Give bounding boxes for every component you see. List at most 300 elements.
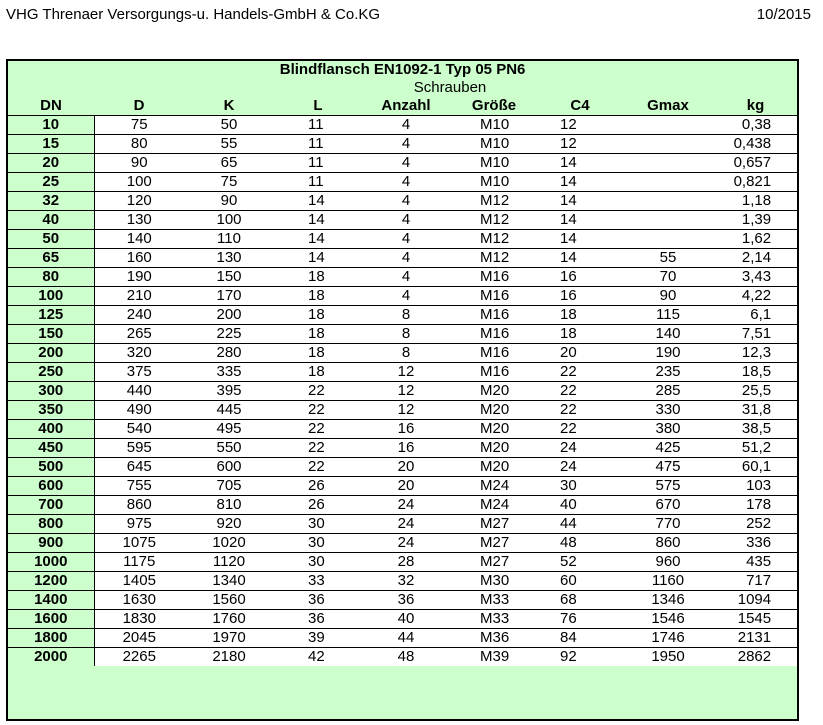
table-row [8,363,797,382]
cell-gmax: 190 [622,344,714,363]
cell-dn: 700 [8,496,94,515]
cell-gmax: 960 [622,553,714,572]
cell-kg: 1,62 [714,230,797,249]
cell-c4: 24 [538,439,622,458]
cell-groesse: M10 [450,173,538,192]
cell-l: 14 [274,211,362,230]
cell-d: 80 [94,135,184,154]
company-name: VHG Threnaer Versorgungs-u. Handels-GmbH & Co.KG [6,6,381,23]
cell-gmax: 1346 [622,591,714,610]
table-row [8,382,797,401]
cell-gmax: 770 [622,515,714,534]
cell-k: 1560 [184,591,274,610]
cell-anzahl: 16 [362,439,450,458]
cell-d: 160 [94,249,184,268]
cell-k: 600 [184,458,274,477]
cell-k: 225 [184,325,274,344]
cell-l: 42 [274,648,362,667]
cell-d: 1630 [94,591,184,610]
bolts-group-label: Schrauben [413,79,487,96]
cell-l: 22 [274,382,362,401]
cell-anzahl: 16 [362,420,450,439]
cell-anzahl: 24 [362,534,450,553]
cell-d: 130 [94,211,184,230]
table-row [8,192,797,211]
cell-k: 550 [184,439,274,458]
cell-kg: 38,5 [714,420,797,439]
cell-l: 18 [274,268,362,287]
cell-anzahl: 4 [362,230,450,249]
cell-c4: 18 [538,325,622,344]
column-header-groesse: Größe [471,97,517,114]
cell-gmax: 670 [622,496,714,515]
cell-gmax: 70 [622,268,714,287]
cell-c4: 76 [538,610,622,629]
cell-anzahl: 4 [362,268,450,287]
cell-dn: 20 [8,154,94,173]
cell-groesse: M20 [450,439,538,458]
table-row [8,591,797,610]
cell-c4: 12 [538,116,622,135]
cell-anzahl: 4 [362,135,450,154]
cell-k: 1970 [184,629,274,648]
cell-gmax: 1950 [622,648,714,667]
cell-d: 265 [94,325,184,344]
cell-dn: 200 [8,344,94,363]
table-row [8,135,797,154]
cell-k: 495 [184,420,274,439]
cell-d: 190 [94,268,184,287]
table-row [8,629,797,648]
column-header-l: L [313,97,323,114]
cell-gmax [622,135,714,154]
cell-l: 14 [274,230,362,249]
cell-groesse: M20 [450,458,538,477]
column-header-d: D [133,97,145,114]
cell-k: 1120 [184,553,274,572]
cell-dn: 400 [8,420,94,439]
cell-anzahl: 4 [362,287,450,306]
cell-c4: 12 [538,135,622,154]
cell-dn: 150 [8,325,94,344]
cell-c4: 52 [538,553,622,572]
cell-d: 1175 [94,553,184,572]
cell-d: 210 [94,287,184,306]
cell-dn: 10 [8,116,94,135]
cell-gmax [622,154,714,173]
cell-dn: 250 [8,363,94,382]
table-title: Blindflansch EN1092-1 Typ 05 PN6 [279,61,526,78]
cell-anzahl: 12 [362,382,450,401]
cell-kg: 31,8 [714,401,797,420]
cell-anzahl: 24 [362,496,450,515]
column-header-dn: DN [40,97,62,114]
document-date: 10/2015 [756,6,811,23]
cell-gmax: 330 [622,401,714,420]
cell-kg: 0,821 [714,173,797,192]
column-header-row [8,97,797,116]
cell-gmax: 475 [622,458,714,477]
column-header-c4: C4 [570,97,590,114]
cell-c4: 14 [538,211,622,230]
cell-dn: 125 [8,306,94,325]
cell-gmax: 55 [622,249,714,268]
cell-groesse: M27 [450,534,538,553]
cell-dn: 600 [8,477,94,496]
table-row [8,325,797,344]
cell-gmax: 575 [622,477,714,496]
cell-k: 65 [184,154,274,173]
cell-gmax [622,116,714,135]
cell-c4: 44 [538,515,622,534]
cell-gmax: 90 [622,287,714,306]
cell-k: 395 [184,382,274,401]
cell-l: 30 [274,534,362,553]
cell-groesse: M24 [450,496,538,515]
cell-dn: 450 [8,439,94,458]
cell-kg: 0,438 [714,135,797,154]
table-row [8,211,797,230]
cell-c4: 30 [538,477,622,496]
cell-c4: 14 [538,249,622,268]
cell-l: 22 [274,458,362,477]
cell-l: 22 [274,420,362,439]
cell-groesse: M16 [450,325,538,344]
cell-anzahl: 8 [362,306,450,325]
cell-dn: 100 [8,287,94,306]
cell-l: 18 [274,287,362,306]
table-row [8,306,797,325]
cell-groesse: M16 [450,268,538,287]
cell-k: 55 [184,135,274,154]
cell-c4: 16 [538,287,622,306]
cell-dn: 50 [8,230,94,249]
cell-k: 1760 [184,610,274,629]
cell-groesse: M16 [450,344,538,363]
cell-dn: 40 [8,211,94,230]
cell-dn: 1600 [8,610,94,629]
cell-anzahl: 8 [362,344,450,363]
cell-groesse: M36 [450,629,538,648]
table-row [8,401,797,420]
cell-d: 595 [94,439,184,458]
cell-k: 705 [184,477,274,496]
cell-groesse: M20 [450,382,538,401]
cell-l: 11 [274,135,362,154]
cell-c4: 20 [538,344,622,363]
table-row [8,249,797,268]
cell-c4: 48 [538,534,622,553]
cell-gmax: 380 [622,420,714,439]
cell-dn: 32 [8,192,94,211]
cell-kg: 1,39 [714,211,797,230]
cell-groesse: M27 [450,553,538,572]
cell-groesse: M12 [450,230,538,249]
cell-anzahl: 12 [362,401,450,420]
cell-anzahl: 32 [362,572,450,591]
cell-anzahl: 28 [362,553,450,572]
cell-kg: 12,3 [714,344,797,363]
cell-dn: 800 [8,515,94,534]
cell-c4: 68 [538,591,622,610]
cell-l: 14 [274,249,362,268]
cell-l: 36 [274,610,362,629]
cell-anzahl: 4 [362,154,450,173]
cell-dn: 1800 [8,629,94,648]
cell-d: 240 [94,306,184,325]
cell-k: 75 [184,173,274,192]
cell-d: 645 [94,458,184,477]
cell-kg: 4,22 [714,287,797,306]
cell-c4: 84 [538,629,622,648]
cell-k: 920 [184,515,274,534]
cell-dn: 80 [8,268,94,287]
cell-groesse: M12 [450,249,538,268]
cell-d: 1405 [94,572,184,591]
cell-d: 100 [94,173,184,192]
cell-c4: 18 [538,306,622,325]
table-row [8,534,797,553]
cell-dn: 15 [8,135,94,154]
cell-kg: 103 [714,477,797,496]
table-row [8,439,797,458]
cell-gmax [622,211,714,230]
cell-k: 1020 [184,534,274,553]
cell-l: 18 [274,306,362,325]
table-row [8,287,797,306]
cell-dn: 2000 [8,648,94,667]
cell-l: 30 [274,553,362,572]
cell-d: 1830 [94,610,184,629]
cell-d: 440 [94,382,184,401]
cell-anzahl: 44 [362,629,450,648]
cell-kg: 1,18 [714,192,797,211]
cell-d: 140 [94,230,184,249]
cell-d: 75 [94,116,184,135]
cell-d: 975 [94,515,184,534]
cell-c4: 16 [538,268,622,287]
cell-c4: 22 [538,420,622,439]
table-body [8,116,797,667]
cell-anzahl: 8 [362,325,450,344]
cell-anzahl: 4 [362,173,450,192]
cell-d: 120 [94,192,184,211]
cell-d: 755 [94,477,184,496]
cell-d: 320 [94,344,184,363]
cell-groesse: M20 [450,420,538,439]
cell-kg: 6,1 [714,306,797,325]
cell-l: 11 [274,116,362,135]
cell-d: 2045 [94,629,184,648]
cell-c4: 24 [538,458,622,477]
cell-groesse: M27 [450,515,538,534]
cell-gmax [622,230,714,249]
cell-d: 490 [94,401,184,420]
cell-gmax: 115 [622,306,714,325]
cell-kg: 3,43 [714,268,797,287]
cell-groesse: M10 [450,135,538,154]
cell-c4: 60 [538,572,622,591]
cell-groesse: M33 [450,610,538,629]
column-header-kg: kg [746,97,765,114]
cell-l: 39 [274,629,362,648]
cell-groesse: M16 [450,363,538,382]
cell-c4: 40 [538,496,622,515]
cell-k: 445 [184,401,274,420]
cell-groesse: M39 [450,648,538,667]
cell-k: 280 [184,344,274,363]
cell-c4: 22 [538,363,622,382]
cell-kg: 1094 [714,591,797,610]
cell-k: 200 [184,306,274,325]
table-row [8,420,797,439]
cell-kg: 0,38 [714,116,797,135]
cell-l: 26 [274,496,362,515]
cell-anzahl: 4 [362,192,450,211]
cell-kg: 2862 [714,648,797,667]
cell-anzahl: 36 [362,591,450,610]
cell-dn: 500 [8,458,94,477]
cell-gmax [622,192,714,211]
cell-kg: 336 [714,534,797,553]
cell-anzahl: 4 [362,116,450,135]
cell-k: 335 [184,363,274,382]
cell-k: 2180 [184,648,274,667]
table-row [8,477,797,496]
cell-groesse: M12 [450,211,538,230]
cell-gmax: 860 [622,534,714,553]
cell-anzahl: 40 [362,610,450,629]
cell-dn: 300 [8,382,94,401]
column-header-gmax: Gmax [647,97,689,114]
cell-kg: 435 [714,553,797,572]
cell-c4: 22 [538,382,622,401]
cell-l: 18 [274,325,362,344]
cell-l: 30 [274,515,362,534]
cell-d: 375 [94,363,184,382]
cell-anzahl: 4 [362,249,450,268]
cell-anzahl: 4 [362,211,450,230]
table-row [8,116,797,135]
cell-kg: 7,51 [714,325,797,344]
cell-anzahl: 48 [362,648,450,667]
table-row [8,230,797,249]
cell-k: 150 [184,268,274,287]
cell-k: 100 [184,211,274,230]
cell-d: 90 [94,154,184,173]
cell-kg: 60,1 [714,458,797,477]
cell-gmax [622,173,714,192]
cell-gmax: 235 [622,363,714,382]
table-row [8,515,797,534]
cell-dn: 1200 [8,572,94,591]
cell-k: 110 [184,230,274,249]
cell-dn: 1400 [8,591,94,610]
cell-c4: 92 [538,648,622,667]
cell-l: 22 [274,401,362,420]
cell-kg: 717 [714,572,797,591]
cell-anzahl: 24 [362,515,450,534]
cell-groesse: M12 [450,192,538,211]
cell-l: 14 [274,192,362,211]
cell-c4: 14 [538,192,622,211]
table-row [8,154,797,173]
cell-dn: 1000 [8,553,94,572]
cell-d: 540 [94,420,184,439]
table-row [8,496,797,515]
cell-dn: 900 [8,534,94,553]
cell-c4: 22 [538,401,622,420]
cell-kg: 252 [714,515,797,534]
cell-l: 22 [274,439,362,458]
cell-groesse: M24 [450,477,538,496]
cell-groesse: M16 [450,306,538,325]
cell-groesse: M10 [450,154,538,173]
column-header-k: K [223,97,235,114]
cell-k: 1340 [184,572,274,591]
cell-c4: 14 [538,154,622,173]
cell-l: 11 [274,173,362,192]
cell-l: 33 [274,572,362,591]
table-row [8,610,797,629]
table-row [8,572,797,591]
cell-k: 810 [184,496,274,515]
cell-kg: 178 [714,496,797,515]
table-row [8,458,797,477]
cell-kg: 0,657 [714,154,797,173]
cell-kg: 18,5 [714,363,797,382]
cell-k: 50 [184,116,274,135]
cell-d: 1075 [94,534,184,553]
cell-k: 170 [184,287,274,306]
column-header-anzahl: Anzahl [381,97,431,114]
cell-kg: 1545 [714,610,797,629]
cell-gmax: 285 [622,382,714,401]
cell-l: 11 [274,154,362,173]
cell-kg: 2131 [714,629,797,648]
cell-groesse: M20 [450,401,538,420]
cell-c4: 14 [538,173,622,192]
cell-groesse: M30 [450,572,538,591]
cell-groesse: M10 [450,116,538,135]
cell-groesse: M33 [450,591,538,610]
cell-dn: 25 [8,173,94,192]
cell-k: 90 [184,192,274,211]
cell-l: 26 [274,477,362,496]
cell-l: 36 [274,591,362,610]
cell-l: 18 [274,344,362,363]
flange-table-sheet [6,59,799,721]
table-row [8,648,797,667]
page-header [6,4,811,26]
table-row [8,553,797,572]
flange-table [8,61,797,666]
cell-gmax: 425 [622,439,714,458]
cell-groesse: M16 [450,287,538,306]
cell-anzahl: 20 [362,458,450,477]
cell-kg: 25,5 [714,382,797,401]
cell-dn: 65 [8,249,94,268]
cell-kg: 51,2 [714,439,797,458]
cell-gmax: 1546 [622,610,714,629]
cell-gmax: 140 [622,325,714,344]
cell-c4: 14 [538,230,622,249]
cell-anzahl: 12 [362,363,450,382]
cell-gmax: 1746 [622,629,714,648]
cell-d: 860 [94,496,184,515]
cell-dn: 350 [8,401,94,420]
table-row [8,344,797,363]
